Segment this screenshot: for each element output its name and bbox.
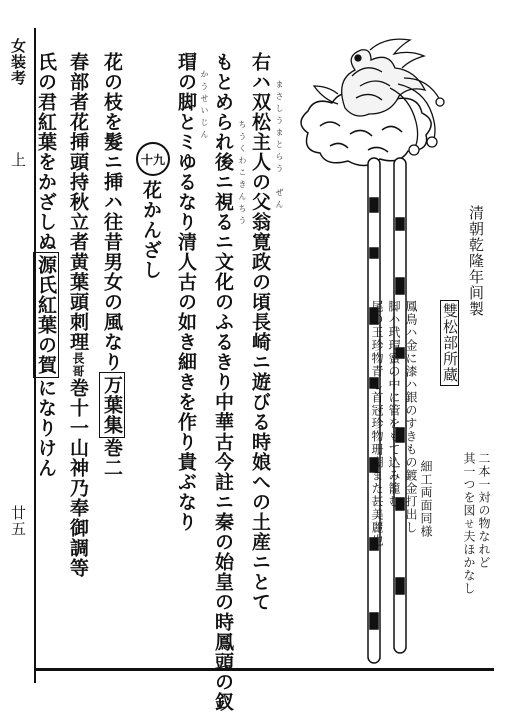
section-number: 十九 [140,152,165,167]
text-column-6-end: 山神乃奉御調等 [67,438,89,578]
text-column-5 [102,52,121,478]
margin-book-title: 女装考 [9,38,27,86]
text-column-7 [36,52,55,478]
phoenix-figure [314,39,444,155]
section-number-badge [136,142,170,176]
text-column-1: 右ハ双松主人の父翁寛政の頃長崎ニ遊びる時娘への土産ニとて [249,52,271,612]
text-column-5-body: 花の枝を髮ニ挿ハ往昔男女の風なり [101,52,123,372]
caption-note-1: 細工両面同様 [419,460,433,538]
picture-note-3: 尾の玉珍物青し首冠珍物珊瑚また甚美麗也 [370,300,384,547]
picture-note-2: 脚ハ玳瑁蜜の中に管をもて込み籠む [387,300,401,508]
reading-marks-3: かうせいじん [200,70,209,142]
text-column-5-suffix: 巻二 [101,438,123,478]
caption-title: 清朝乾隆年间製 [467,205,485,317]
caption-note-3: 其一つを図ㄝ夫ほかなし [462,452,476,595]
margin-volume: 上 [9,152,27,168]
margin-page-number: 廿五 [9,505,27,537]
text-column-7-end: になりけん [35,378,57,478]
text-column-2: もとめられ後ニ視るニ文化のふるきり中華古今註ニ秦の始皇の時鳳頭の釵 [212,52,234,712]
text-column-6-body: 春部者花挿頭持秋立者黄葉頭刺理 [67,52,89,352]
text-column-6-vol: 巻十一 [67,378,89,438]
reference-genji: 源氏紅葉の賀 [33,252,59,378]
caption-note-2: 二本一対の物なれど [477,452,491,569]
bottom-rule [34,668,494,671]
text-column-7-start: 氏の君紅葉をかざしぬ [35,52,57,252]
collection-seal: 雙松部所蔵 [440,300,459,386]
picture-note-1: 鳳鳥ハ金に漆ハ銀のすきもの鍍金打出し [404,300,418,534]
reference-manyoshu: 万葉集 [99,372,125,438]
reading-marks-1: まさしうまとらう ぜん [275,80,284,212]
text-column-6-note: 長哥 [71,352,85,378]
text-column-3: 瑁の脚とミゆるなり清人古の如き細きを作り貴ぶなり [175,52,197,532]
text-column-6 [68,52,87,578]
reading-marks-2: ちうくわこきんちう [238,120,247,228]
section-title: 花かんざし [140,180,162,280]
